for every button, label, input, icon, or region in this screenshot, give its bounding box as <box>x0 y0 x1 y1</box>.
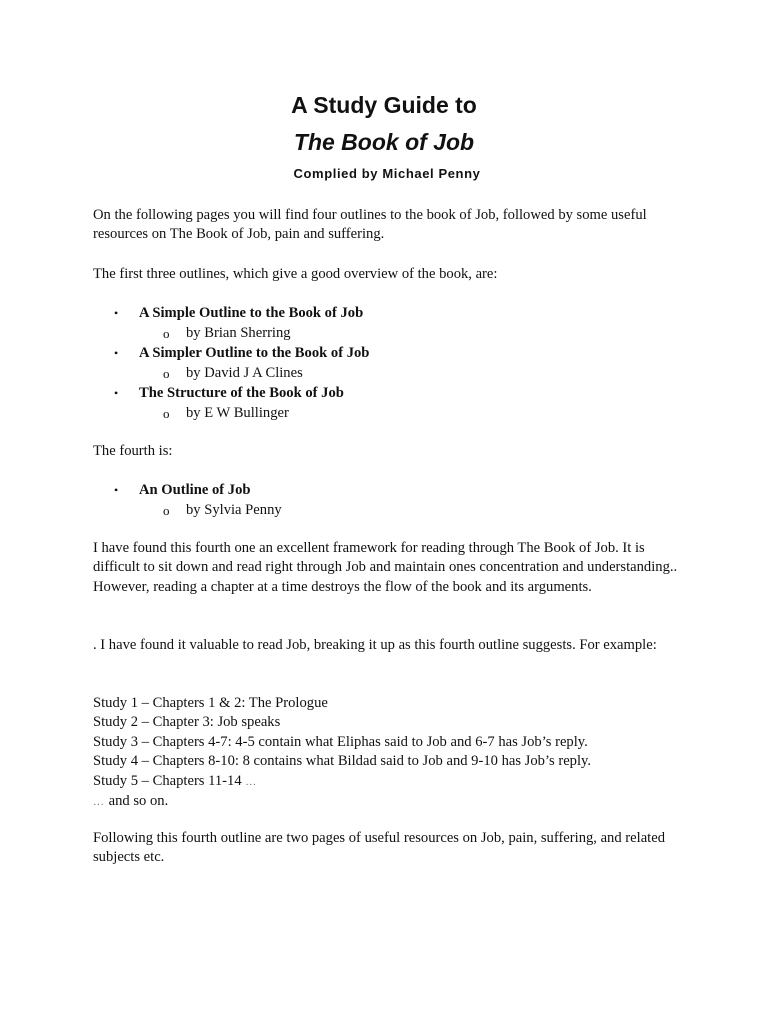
study-line-5 <box>93 772 683 792</box>
study-list <box>93 694 683 812</box>
fourth-outline-text: I have found this fourth one an excellent framework for reading through The Book of Job. It is difficult to sit down and read right through Job and maintain ones concentration and understanding.. However, reading a chapter at a time destroys the flow of the book and its arguments. <box>93 540 678 595</box>
title-main: A Study Guide to <box>291 92 477 118</box>
outline-list-fourth <box>0 481 620 521</box>
and-so-on-line <box>93 792 683 812</box>
fourth-outline-paragraph <box>93 539 683 597</box>
valuable-text: . I have found it valuable to read Job, breaking it up as this fourth outline suggests. For example: <box>93 637 657 653</box>
study-line: Study 1 – Chapters 1 & 2: The Prologue <box>93 695 328 711</box>
outline-title: A Simple Outline to the Book of Job <box>139 305 364 321</box>
outline-author: by David J A Clines <box>186 364 303 381</box>
outline-item <box>0 481 620 521</box>
sub-bullet-icon: o <box>163 365 170 381</box>
outline-title: The Structure of the Book of Job <box>139 385 344 401</box>
first-three-text: The first three outlines, which give a good overview of the book, are: <box>93 266 498 282</box>
first-three-heading <box>93 265 683 284</box>
outline-title: A Simpler Outline to the Book of Job <box>139 345 370 361</box>
outline-title: An Outline of Job <box>139 482 251 498</box>
outline-item <box>0 344 620 384</box>
bullet-icon: • <box>114 306 119 320</box>
following-paragraph <box>93 829 683 868</box>
following-text: Following this fourth outline are two pages of useful resources on Job, pain, suffering, and related subjects etc. <box>93 830 665 866</box>
ellipsis: … <box>93 796 105 809</box>
outline-author: by Brian Sherring <box>186 324 291 341</box>
study-line: Study 3 – Chapters 4-7: 4-5 contain what Eliphas said to Job and 6-7 has Job’s reply. <box>93 733 588 750</box>
study-line: Study 4 – Chapters 8-10: 8 contains what Bildad said to Job and 9-10 has Job’s reply. <box>93 753 592 770</box>
compiled-by-line: Complied by Michael Penny <box>293 166 481 181</box>
fourth-heading-text: The fourth is: <box>93 443 173 459</box>
bullet-icon: • <box>114 386 119 400</box>
outline-author: by E W Bullinger <box>186 404 289 421</box>
study-line-text: Study 5 – Chapters 11-14 <box>93 772 242 789</box>
study-line: Study 2 – Chapter 3: Job speaks <box>93 714 281 731</box>
intro-text: On the following pages you will find four outlines to the book of Job, followed by some useful resources on The Book of Job, pain and suffering. <box>93 207 647 243</box>
outline-item <box>0 304 620 344</box>
fourth-heading <box>93 442 683 461</box>
sub-bullet-icon: o <box>163 325 170 341</box>
ellipsis: … <box>245 775 258 788</box>
sub-bullet-icon: o <box>163 502 170 518</box>
bullet-icon: • <box>114 483 119 497</box>
valuable-paragraph <box>93 636 683 655</box>
outline-list-first-three <box>0 304 620 424</box>
title-block <box>0 88 768 186</box>
sub-bullet-icon: o <box>163 405 170 421</box>
and-so-on-text: and so on. <box>108 793 169 810</box>
title-book-name: The Book of Job <box>293 129 475 155</box>
bullet-icon: • <box>114 346 119 360</box>
outline-author: by Sylvia Penny <box>186 501 282 518</box>
intro-paragraph <box>93 206 683 245</box>
outline-item <box>0 384 620 424</box>
